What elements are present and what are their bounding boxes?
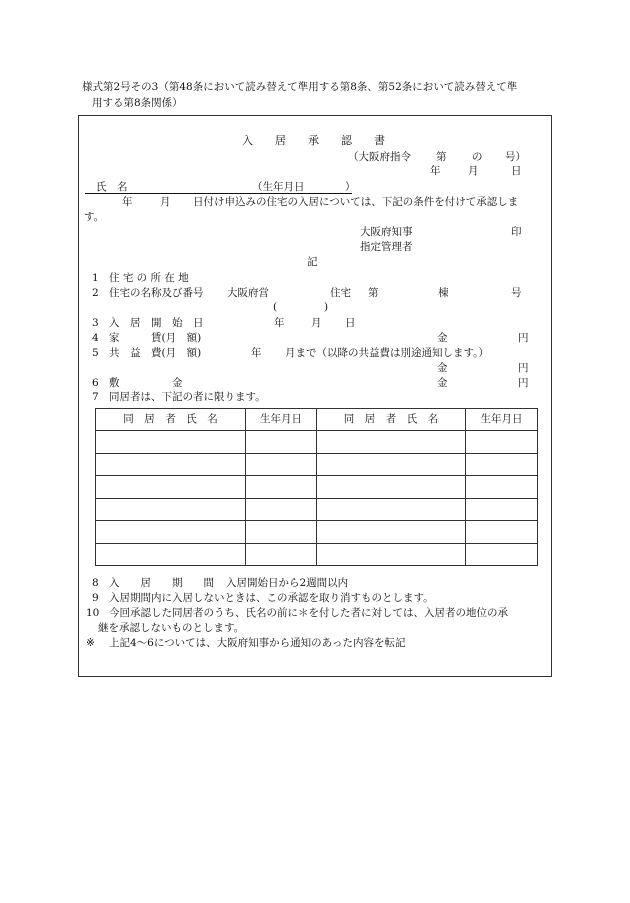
paren-close: ): [324, 301, 329, 313]
form-heading-line1: 様式第2号その3（第48条において読み替えて準用する第8条、第52条において読み替えて準: [82, 81, 518, 93]
go-label: 号: [511, 287, 522, 299]
date-month: 月: [468, 165, 479, 177]
item-text: 入居期間内に入居しないときは、この承認を取り消すものとします。: [109, 592, 434, 604]
item-number: 2: [92, 287, 99, 299]
item-label: 家 賃(月 額): [109, 332, 202, 344]
item-number: 10: [86, 607, 100, 619]
header-birthdate: 生年月日: [466, 409, 538, 431]
name-label: 氏 名: [96, 181, 128, 193]
item-number: 4: [92, 332, 99, 344]
table-cell: [466, 521, 538, 544]
number-prefix: （大阪府指令: [348, 151, 411, 163]
number-go: 号）: [505, 151, 526, 163]
form-heading-line2: 用する第8条関係）: [92, 97, 183, 109]
date-day: 日: [511, 165, 522, 177]
header-birthdate: 生年月日: [246, 409, 317, 431]
item-text-line1: 今回承認した同居者のうち、氏名の前に＊を付した者に対しては、入居者の地位の承: [109, 607, 508, 619]
number-no: の: [472, 151, 483, 163]
table-cell: [246, 431, 317, 454]
item-number: 3: [92, 317, 99, 329]
date-year: 年: [430, 165, 441, 177]
table-cell: [317, 498, 466, 521]
item-number: 6: [92, 377, 99, 389]
document-title: 入 居 承 認 書: [242, 134, 385, 147]
birthdate-label: （生年月日: [252, 181, 305, 193]
table-cell: [466, 453, 538, 476]
until-text: 月まで（以降の共益費は別途通知します。）: [285, 347, 489, 359]
item-number: 7: [92, 391, 99, 403]
table-row: [96, 431, 538, 454]
item-label: 住 宅 の 所 在 地: [109, 272, 189, 284]
intro-month: 月: [160, 196, 171, 208]
item-number: 1: [92, 272, 99, 284]
table-cell: [317, 521, 466, 544]
dai-label: 第: [368, 287, 379, 299]
birthdate-close: ）: [345, 181, 356, 193]
item-label: 共 益 費(月 額): [109, 347, 202, 359]
yen-label: 円: [518, 332, 529, 344]
item-label: 住宅の名称及び番号: [109, 287, 204, 299]
number-dai: 第: [436, 151, 447, 163]
item-label: 敷 金: [109, 377, 183, 389]
item-text: 同居者は、下記の者に限ります。: [109, 391, 266, 403]
item-number: 8: [92, 577, 99, 589]
item-label: 入 居 期 間: [109, 577, 214, 589]
item-number: 5: [92, 347, 99, 359]
intro-text-cont: す。: [84, 211, 105, 223]
table-row: [96, 498, 538, 521]
paren-open: (: [273, 301, 278, 313]
table-cell: [466, 543, 538, 566]
cohabitant-table: [95, 408, 538, 566]
start-day: 日: [345, 317, 356, 329]
table-cell: [96, 543, 246, 566]
start-year: 年: [274, 317, 285, 329]
table-cell: [466, 498, 538, 521]
until-year: 年: [251, 347, 262, 359]
table-row: [96, 521, 538, 544]
item-value: 入居開始日から2週間以内: [226, 577, 349, 589]
table-cell: [317, 431, 466, 454]
item-text-line2: 継を承認しないものとします。: [98, 622, 245, 634]
issuer-governor: 大阪府知事: [360, 226, 413, 238]
kin-label: 金: [437, 377, 448, 389]
header-cohab-name: 同 居 者 氏 名: [317, 409, 466, 431]
note-text: 上記4～6については、大阪府知事から通知のあった内容を転記: [109, 637, 406, 649]
kin-label: 金: [437, 362, 448, 374]
table-cell: [246, 521, 317, 544]
yen-label: 円: [518, 377, 529, 389]
table-cell: [246, 476, 317, 499]
table-cell: [96, 498, 246, 521]
table-row: [96, 476, 538, 499]
table-cell: [96, 431, 246, 454]
table-cell: [317, 543, 466, 566]
intro-text: 日付け申込みの住宅の入居については、下記の条件を付けて承認しま: [193, 196, 519, 208]
table-cell: [246, 453, 317, 476]
intro-year: 年: [122, 196, 133, 208]
table-cell: [466, 431, 538, 454]
table-cell: [466, 476, 538, 499]
yen-label: 円: [518, 362, 529, 374]
table-row: [96, 453, 538, 476]
issuer-manager: 指定管理者: [360, 241, 413, 253]
table-cell: [246, 498, 317, 521]
to-label: 棟: [438, 287, 449, 299]
ki-heading: 記: [307, 256, 318, 268]
item-label: 入 居 開 始 日: [109, 317, 204, 329]
table-cell: [246, 543, 317, 566]
kin-label: 金: [437, 332, 448, 344]
item-value: 大阪府営: [227, 287, 269, 299]
name-underline: [85, 193, 352, 194]
table-cell: [317, 476, 466, 499]
note-mark: ※: [86, 637, 95, 649]
item-number: 9: [92, 592, 99, 604]
seal-mark: 印: [511, 226, 522, 238]
table-cell: [317, 453, 466, 476]
table-header-row: [96, 409, 538, 431]
header-cohab-name: 同 居 者 氏 名: [96, 409, 246, 431]
jutaku-label: 住宅: [330, 287, 351, 299]
table-cell: [96, 476, 246, 499]
start-month: 月: [311, 317, 322, 329]
table-row: [96, 543, 538, 566]
table-cell: [96, 453, 246, 476]
table-cell: [96, 521, 246, 544]
